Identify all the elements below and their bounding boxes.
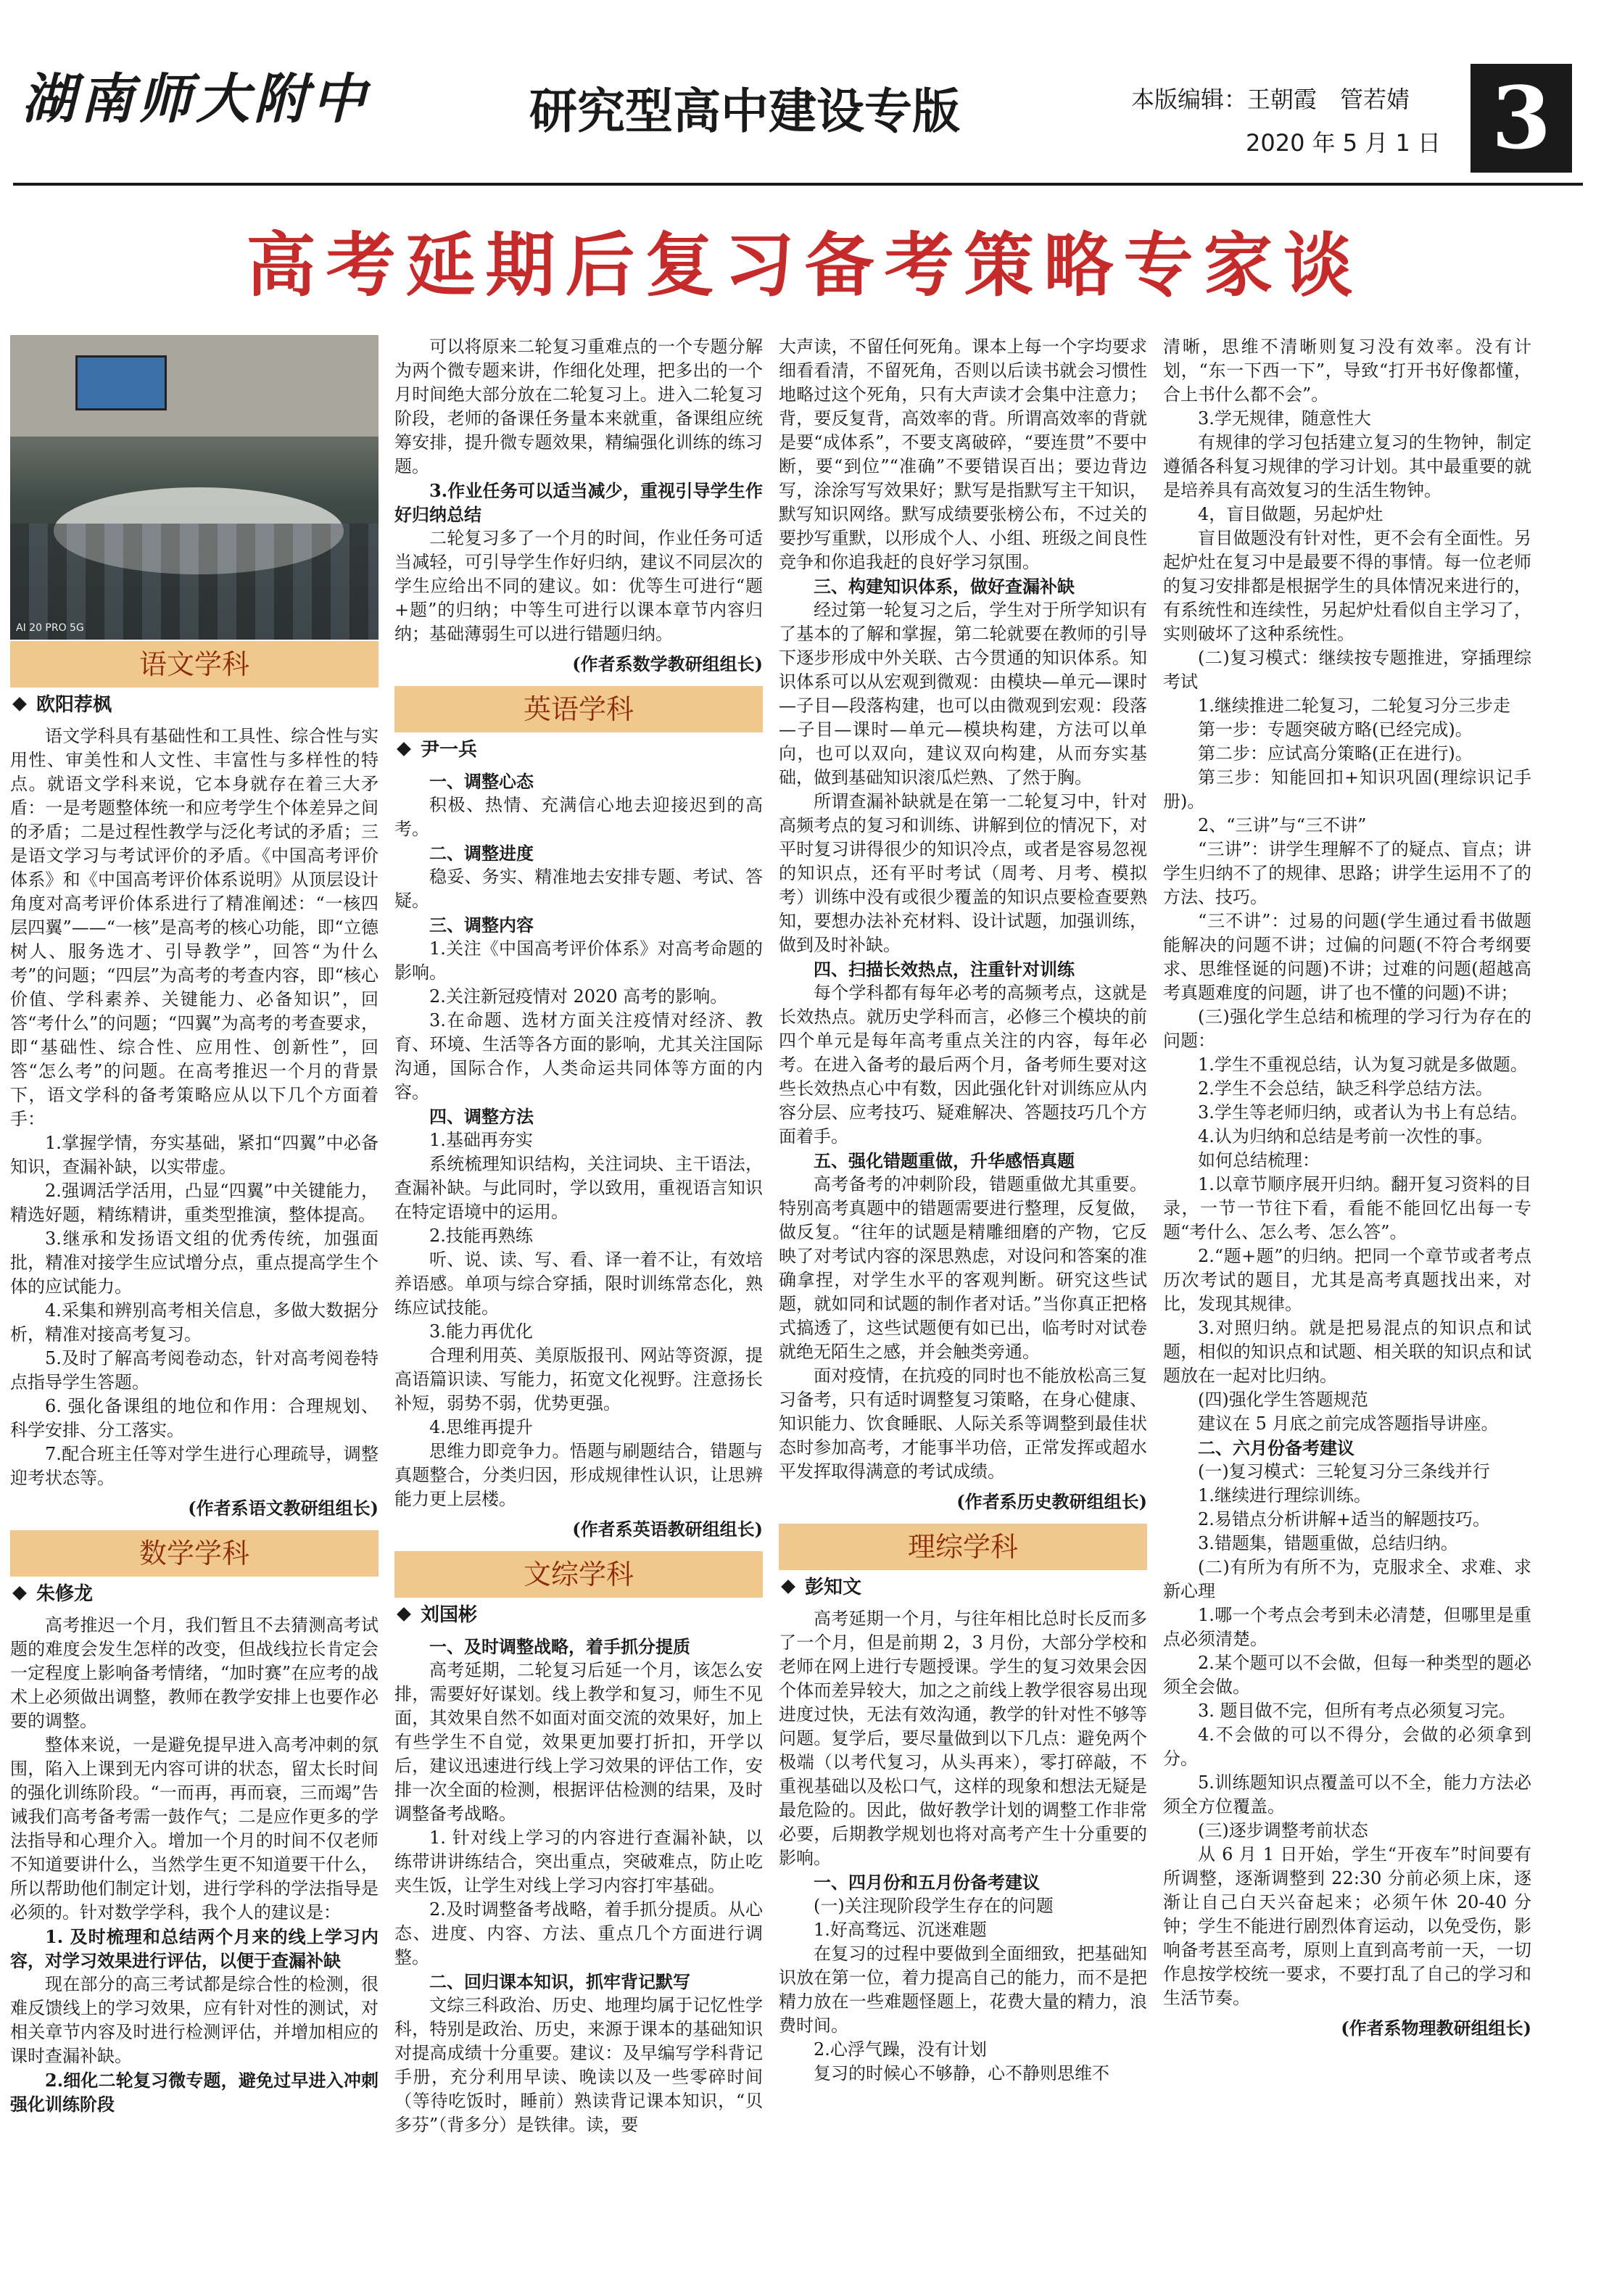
article-lizong-cont [1163, 335, 1531, 2010]
article-paragraph: 3.学无规律，随意性大 [1198, 408, 1371, 429]
article-paragraph: 复习的时候心不够静，心不静则思维不 [814, 2063, 1109, 2084]
article-paragraph: 2.技能再熟练 [429, 1226, 533, 1246]
author-yingyu: 尹一兵 [399, 738, 763, 762]
article-paragraph: 系统梳理知识结构，关注词块、主干语法，查漏补缺。与此同时，学以致用，重视语言知识在特定语境中的运用。 [394, 1154, 763, 1222]
section-title-wenzong: 文综学科 [394, 1551, 763, 1598]
article-paragraph: 在复习的过程中要做到全面细致，把基础知识放在第一位，着力提高自己的能力，而不是把精力放在一些难题怪题上，花费大量的精力，浪费时间。 [779, 1944, 1147, 2036]
article-yingyu [394, 769, 763, 1511]
article-paragraph: 7.配合班主任等对学生进行心理疏导，调整迎考状态等。 [10, 1444, 379, 1488]
section-title-yingyu: 英语学科 [394, 686, 763, 732]
article-paragraph: 6. 强化备课组的地位和作用：合理规划、科学安排、分工落实。 [10, 1396, 379, 1440]
article-shuxue [10, 1614, 379, 1925]
article-paragraph: 从 6 月 1 日开始，学生“开夜车”时间要有所调整，逐渐调整到 22:30 分前必须上床，逐渐让自己白天兴奋起来；必须午休 20-40 分钟；学生不能进行剧烈体育运动，以免受伤，影响备考甚至高考，原则上直到高考前一天，一切作息按学校统一要求，不要打乱了自己的学习和生活节奏。 [1163, 1844, 1531, 2008]
diamond-icon [397, 742, 411, 756]
page-headline: 高考延期后复习备考策略专家谈 [246, 224, 1363, 306]
article-paragraph: 建议在 5 月底之前完成答题指导讲座。 [1198, 1413, 1499, 1434]
masthead-brand: 湖南师大附中 [22, 68, 370, 131]
article-paragraph: 4.思维再提升 [429, 1417, 533, 1437]
column-2 [394, 335, 763, 2137]
article-paragraph: 合理利用英、美原版报刊、网站等资源，提高语篇识读、写能力，拓宽文化视野。注意扬长补短，弱势不弱，优势更强。 [394, 1345, 763, 1413]
article-paragraph: 2.关注新冠疫情对 2020 高考的影响。 [429, 986, 728, 1007]
masthead-divider [13, 183, 1583, 186]
article-heading: 五、强化错题重做，升华感悟真题 [814, 1150, 1075, 1171]
author-wenzong: 刘国彬 [399, 1603, 763, 1627]
article-heading: 三、构建知识体系，做好查漏补缺 [814, 576, 1075, 597]
article-paragraph: 面对疫情，在抗疫的同时也不能放松高三复习备考，只有适时调整复习策略，在身心健康、知识能力、饮食睡眠、人际关系等调整到最佳状态时参加高考，才能事半功倍，正常发挥或超水平发挥取得满意的考试成绩。 [779, 1366, 1147, 1482]
article-paragraph: 高考延期，二轮复习后延一个月，该怎么安排，需要好好谋划。线上教学和复习，师生不见面，其效果自然不如面对面交流的效果好，加上有些学生不自觉，效果更加要打折扣，开学以后，建议迅速进行线上学习效果的评估工作，安排一次全面的检测，根据评估检测的结果，及时调整备考战略。 [394, 1660, 763, 1824]
diamond-icon [12, 697, 27, 711]
article-paragraph: 思维力即竞争力。悟题与刷题结合，错题与真题整合，分类归因，形成规律性认识，让思辨能力更上层楼。 [394, 1441, 763, 1509]
column-1 [10, 631, 379, 2116]
article-paragraph: 4，盲目做题，另起炉灶 [1198, 504, 1383, 524]
diamond-icon [12, 1586, 27, 1601]
article-heading: 四、扫描长效热点，注重针对训练 [814, 959, 1075, 980]
article-paragraph: 整体来说，一是避免提早进入高考冲刺的氛围，陷入上课到无内容可讲的状态，留太长时间的强化训练阶段。“一而再，再而衰，三而竭”告诫我们高考备考需一鼓作气；二是应作更多的学法指导和心理介入。增加一个月的时间不仅老师不知道要讲什么，当然学生更不知道要干什么，所以帮助他们制定计划，进行学科的学法指导是必须的。针对数学学科，我个人的建议是： [10, 1735, 379, 1923]
page-number: 3 [1471, 64, 1572, 173]
article-paragraph: 语文学科具有基础性和工具性、综合性与实用性、审美性和人文性、丰富性与多样性的特点。就语文学科来说，它本身就存在着三大矛盾：一是考题整体统一和应考学生个体差异之间的矛盾；二是过程性教学与泛化考试的矛盾；三是语文学习与考试评价的矛盾。《中国高考评价体系》和《中国高考评价体系说明》从顶层设计角度对高考评价体系进行了精准阐述：“一核四层四翼”——“一核”是高考的核心功能，即“立德树人、服务选才、引导教学”，回答“为什么考”的问题；“四层”为高考的考查内容，即“核心价值、学科素养、关键能力、必备知识”，回答“考什么”的问题；“四翼”为高考的考查要求，即“基础性、综合性、应用性、创新性”，回答“怎么考”的问题。在高考推迟一个月的背景下，语文学科的备考策略应从以下几个方面着手： [10, 726, 379, 1129]
article-paragraph: 每个学科都有每年必考的高频考点，这就是长效热点。就历史学科而言，必修三个模块的前四个单元是每年高考重点关注的内容，每年必考。在进入备考的最后两个月，备考师生要对这些长效热点心中有数，因此强化针对训练应从内容分层、应考技巧、疑难解决、答题技巧几个方面着手。 [779, 983, 1147, 1147]
article-paragraph: 3.继承和发扬语文组的优秀传统，加强面批，精准对接学生应试增分点，重点提高学生个体的应试能力。 [10, 1228, 379, 1297]
article-paragraph: 3.对照归纳。就是把易混点的知识点和试题，相似的知识点和试题、相关联的知识点和试题放在一起对比归纳。 [1163, 1318, 1531, 1386]
author-lizong: 彭知文 [783, 1576, 1147, 1600]
issue-date: 2020 年 5 月 1 日 [1246, 129, 1442, 157]
article-paragraph: 1.继续进行理综训练。 [1198, 1485, 1371, 1506]
article-paragraph: 2.易错点分析讲解+适当的解题技巧。 [1198, 1509, 1491, 1529]
article-paragraph: 2.学生不会总结，缺乏科学总结方法。 [1198, 1078, 1493, 1099]
article-paragraph: 经过第一轮复习之后，学生对于所学知识有了基本的了解和掌握，第二轮就要在教师的引导下逐步形成中外关联、古今贯通的知识体系。知识体系可以从宏观到微观：由模块—单元—课时—子目—段落构建，也可以由微观到宏观：段落—子目—课时—单元—模块构建，方法可以单向，也可以双向，建议双向构建，从而夯实基础，做到基础知识滚瓜烂熟、了然于胸。 [779, 600, 1147, 788]
article-paragraph: 2.“题+题”的归纳。把同一个章节或者考点历次考试的题目，尤其是高考真题找出来，对比，发现其规律。 [1163, 1246, 1531, 1314]
article-paragraph: (三)强化学生总结和梳理的学习行为存在的问题： [1163, 1007, 1531, 1051]
article-paragraph: 2.某个题可以不会做，但每一种类型的题必须全会做。 [1163, 1653, 1531, 1697]
article-paragraph: 1.掌握学情，夯实基础，紧扣“四翼”中必备知识，查漏补缺，以实带虚。 [10, 1133, 379, 1177]
article-paragraph: 2.强调活学活用，凸显“四翼”中关键能力，精选好题，精练精讲，重类型推演，整体提高。 [10, 1181, 379, 1225]
article-paragraph: (二)有所为有所不为，克服求全、求难、求新心理 [1163, 1557, 1531, 1601]
article-paragraph: 1.学生不重视总结，认为复习就是多做题。 [1198, 1054, 1528, 1075]
article-wenzong [394, 1635, 763, 2137]
article-heading: 二、调整进度 [429, 843, 534, 864]
signature-yuwen: (作者系语文教研组组长) [188, 1498, 379, 1519]
article-heading: 二、六月份备考建议 [1198, 1437, 1354, 1458]
article-paragraph: 所谓查漏补缺就是在第一二轮复习中，针对高频考点的复习和训练、讲解到位的情况下，对平时复习讲得很少的知识冷点，或者是容易忽视的知识点，还有平时考试（周考、月考、模拟考）训练中没有或很少覆盖的知识点要检查要熟知，要想办法补充材料、设计试题，加强训练，做到及时补缺。 [779, 791, 1147, 955]
diamond-icon [397, 1607, 411, 1622]
article-paragraph: 1.哪一个考点会考到未必清楚，但哪里是重点必须清楚。 [1163, 1605, 1531, 1649]
article-heading: 2.细化二轮复习微专题，避免过早进入冲刺强化训练阶段 [10, 2070, 379, 2115]
article-paragraph: 5.及时了解高考阅卷动态，针对高考阅卷特点指导学生答题。 [10, 1348, 379, 1392]
article-paragraph: 2.心浮气躁，没有计划 [814, 2039, 987, 2060]
column-3 [779, 335, 1147, 2086]
article-heading: 一、及时调整战略，着手抓分提质 [429, 1636, 690, 1657]
article-paragraph: 盲目做题没有针对性，更不会有全面性。另起炉灶在复习中是最要不得的事情。每一位老师的复习安排都是根据学生的具体情况来进行的，有系统性和连续性，另起炉灶看似自主学习了，实则破坏了这种系统性。 [1163, 528, 1531, 644]
article-lizong [779, 1607, 1147, 2086]
section-banner: 研究型高中建设专版 [529, 83, 960, 139]
column-4 [1163, 335, 1531, 2040]
article-paragraph: 有规律的学习包括建立复习的生物钟，制定遵循各科复习规律的学习计划。其中最重要的就是培养具有高效复习的生活生物钟。 [1163, 432, 1531, 500]
article-paragraph: 清晰，思维不清晰则复习没有效率。没有计划，“东一下西一下”，导致“打开书好像都懂，合上书什么都不会”。 [1163, 336, 1531, 405]
article-paragraph: 高考备考的冲刺阶段，错题重做尤其重要。特别高考真题中的错题需要进行整理，反复做，做反复。“往年的试题是精雕细磨的产物，它反映了对考试内容的深思熟虑，对设问和答案的准确拿捏，对学生水平的客观判断。研究这些试题，就如同和试题的制作者对话。”当你真正把格式搞透了，这些试题便有如已出，临考时对试卷就绝无陌生之感，并会触类旁通。 [779, 1174, 1147, 1362]
signature-yingyu: (作者系英语教研组组长) [572, 1519, 763, 1540]
photo-stamp: AI 20 PRO 5G [16, 622, 84, 634]
article-paragraph: (四)强化学生答题规范 [1198, 1389, 1368, 1410]
article-heading: 二、回归课本知识，抓牢背记默写 [429, 1971, 690, 1992]
article-paragraph: 二轮复习多了一个月的时间，作业任务可适当减轻，可引导学生作好归纳，建议不同层次的学生应给出不同的建议。如：优等生可进行“题+题”的归纳；中等生可进行以课本章节内容归纳；基础薄弱生可以进行错题归纳。 [394, 528, 763, 644]
article-paragraph: 4.认为归纳和总结是考前一次性的事。 [1198, 1126, 1493, 1147]
projector-screen [75, 355, 167, 410]
article-paragraph: 3.在命题、选材方面关注疫情对经济、教育、环境、生活等各方面的影响，尤其关注国际沟通，国际合作，人类命运共同体等方面的内容。 [394, 1010, 763, 1102]
article-heading: 3.作业任务可以适当减少，重视引导学生作好归纳总结 [394, 480, 763, 525]
article-heading: 一、调整心态 [429, 771, 534, 792]
article-paragraph: 1.关注《中国高考评价体系》对高考命题的影响。 [394, 938, 763, 983]
article-paragraph: 3.学生等老师归纳，或者认为书上有总结。 [1198, 1102, 1528, 1123]
meeting-photo [10, 335, 379, 640]
article-paragraph: 听、说、读、写、看、译一着不让，有效培养语感。单项与综合穿插，限时训练常态化，熟练应试技能。 [394, 1250, 763, 1318]
article-paragraph: 可以将原来二轮复习重难点的一个专题分解为两个微专题来讲，作细化处理，把多出的一个月时间绝大部分放在二轮复习上。进入二轮复习阶段，老师的备课任务量本来就重，备课组应统筹安排，提升微专题效果，精编强化训练的练习题。 [394, 336, 763, 476]
article-paragraph: 高考推迟一个月，我们暂且不去猜测高考试题的难度会发生怎样的改变，但战线拉长肯定会一定程度上影响备考情绪，“加时赛”在应考的战术上必须做出调整，教师在教学安排上也要作必要的调整。 [10, 1615, 379, 1731]
article-paragraph: 3.能力再优化 [429, 1321, 533, 1342]
article-paragraph: 稳妥、务实、精准地去安排专题、考试、答疑。 [394, 867, 763, 911]
article-heading: 四、调整方法 [429, 1106, 534, 1127]
article-yuwen [10, 724, 379, 1490]
editors-line: 本版编辑：王朝霞 管若婧 [1131, 86, 1410, 113]
article-paragraph: 第二步：应试高分策略(正在进行)。 [1198, 743, 1473, 764]
section-title-yuwen: 语文学科 [10, 641, 379, 687]
article-paragraph: 大声读，不留任何死角。课本上每一个字均要求细看看清，不留死角，否则以后读书就会习惯性地略过这个死角，只有大声读才会集中注意力；背，要反复背，高效率的背。所谓高效率的背就是要“成体系”，不要支离破碎，“要连贯”不要中断，要“到位”“准确”不要错误百出；要边背边写，涂涂写写效果好；默写是指默写主干知识，默写知识网络。默写成绩要张榜公布，不过关的要抄写重默，以形成个人、小组、班级之间良性竞争和你追我赶的良好学习氛围。 [779, 336, 1147, 572]
article-paragraph: 第一步：专题突破方略(已经完成)。 [1198, 719, 1473, 740]
article-paragraph: 高考延期一个月，与往年相比总时长反而多了一个月，但是前期 2，3 月份，大部分学校和老师在网上进行专题授课。学生的复习效果会因个体而差异较大，加之之前线上教学很容易出现进度过快，无法有效沟通，教学的针对性不够等问题。复学后，要尽量做到以下几点：避免两个极端（以考代复习，从头再来），零打碎敲，不重视基础以及松口气，这样的现象和想法无疑是最危险的。因此，做好教学计划的调整工作非常必要，后期教学规划也将对高考产生十分重要的影响。 [779, 1609, 1147, 1868]
article-paragraph: 1.基础再夯实 [429, 1130, 533, 1150]
article-heading: 一、四月份和五月份备考建议 [814, 1872, 1040, 1893]
signature-wenzong: (作者系历史教研组组长) [956, 1491, 1147, 1512]
article-paragraph: 积极、热情、充满信心地去迎接迟到的高考。 [394, 795, 763, 839]
article-heading: 三、调整内容 [429, 914, 534, 936]
article-paragraph: (一)复习模式：三轮复习分三条线并行 [1198, 1461, 1490, 1482]
article-paragraph: 1. 针对线上学习的内容进行查漏补缺，以练带讲讲练结合，突出重点，突破难点，防止吃夹生饭，让学生对线上学习内容打牢基础。 [394, 1828, 763, 1896]
article-paragraph: “三不讲”：过易的问题(学生通过看书做题能解决的问题不讲；过偏的问题(不符合考纲要求、思维怪诞的问题)不讲；过难的问题(超越高考真题难度的问题，讲了也不懂的问题)不讲； [1163, 911, 1531, 1003]
section-title-shuxue: 数学学科 [10, 1530, 379, 1577]
article-paragraph: 2、“三讲”与“三不讲” [1198, 815, 1367, 835]
article-paragraph: (一)关注现阶段学生存在的问题 [814, 1896, 1054, 1916]
diamond-icon [781, 1579, 795, 1594]
article-paragraph: (二)复习模式：继续按专题推进，穿插理综考试 [1163, 648, 1531, 692]
article-paragraph: 现在部分的高三考试都是综合性的检测，很难反馈线上的学习效果，应有针对性的测试，对相关章节内容及时进行检测评估，并增加相应的课时查漏补缺。 [10, 1974, 379, 2066]
article-paragraph: 2.及时调整备考战略，着手抓分提质。从心态、进度、内容、方法、重点几个方面进行调整。 [394, 1899, 763, 1967]
author-yuwen: 欧阳荐枫 [15, 693, 379, 717]
article-paragraph: 4.不会做的可以不得分，会做的必须拿到分。 [1163, 1725, 1531, 1769]
article-paragraph: 1.继续推进二轮复习，二轮复习分三步走 [1198, 695, 1510, 716]
article-paragraph: 1.以章节顺序展开归纳。翻开复习资料的目录，一节一节往下看，看能不能回忆出每一专题“考什么、怎么考、怎么答”。 [1163, 1174, 1531, 1242]
article-heading: 1. 及时梳理和总结两个月来的线上学习内容，对学习效果进行评估，以便于查漏补缺 [10, 1926, 379, 1971]
article-paragraph: 3. 题目做不完，但所有考点必须复习完。 [1198, 1701, 1516, 1721]
article-paragraph: 文综三科政治、历史、地理均属于记忆性学科，特别是政治、历史，来源于课本的基础知识对提高成绩十分重要。建议：及早编写学科背记手册，充分利用早读、晚读以及一些零碎时间（等待吃饭时，睡前）熟读背记课本知识，“贝多芬”（背多分）是铁律。读，要 [394, 1995, 763, 2135]
article-paragraph: (三)逐步调整考前状态 [1198, 1820, 1368, 1841]
article-paragraph: 5.训练题知识点覆盖可以不全，能力方法必须全方位覆盖。 [1163, 1772, 1531, 1817]
section-title-lizong: 理综学科 [779, 1524, 1147, 1570]
article-paragraph: 如何总结梳理： [1198, 1150, 1320, 1170]
article-paragraph: 4.采集和辨别高考相关信息，多做大数据分析，精准对接高考复习。 [10, 1300, 379, 1345]
article-wenzong-cont [779, 335, 1147, 1484]
article-paragraph: “三讲”：讲学生理解不了的疑点、盲点；讲学生归纳不了的规律、思路；讲学生运用不了的方法、技巧。 [1163, 839, 1531, 907]
author-shuxue: 朱修龙 [15, 1582, 379, 1606]
signature-shuxue: (作者系数学教研组组长) [572, 653, 763, 674]
article-paragraph: 1.好高骛远、沉迷难题 [814, 1920, 987, 1940]
article-paragraph: 第三步：知能回扣+知识巩固(理综识记手册)。 [1163, 767, 1531, 812]
signature-lizong: (作者系物理教研组组长) [1341, 2018, 1531, 2039]
masthead [0, 0, 1609, 181]
article-paragraph: 3.错题集，错题重做，总结归纳。 [1198, 1533, 1458, 1553]
